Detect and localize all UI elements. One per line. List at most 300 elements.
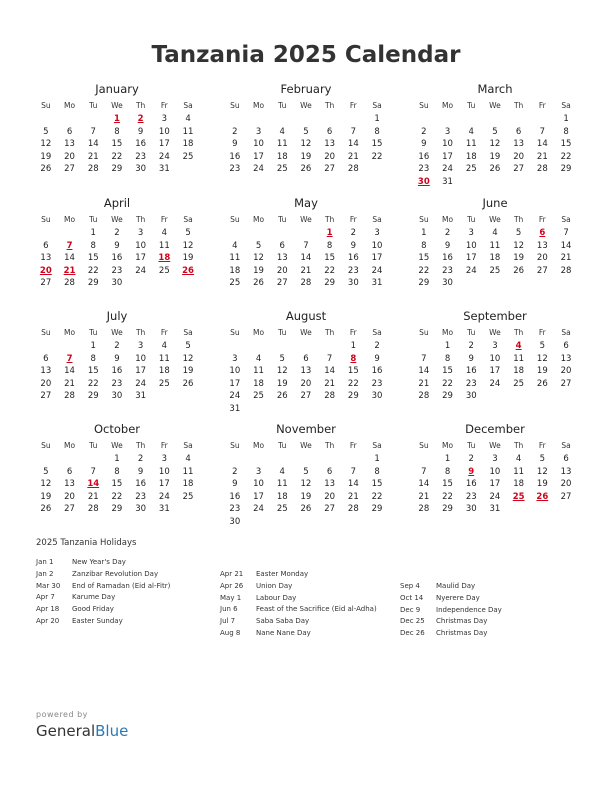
day-cell: 10	[253, 479, 264, 490]
month-name: June	[482, 196, 508, 210]
day-cell: 1	[90, 341, 96, 351]
week-row	[34, 138, 200, 150]
powered-by-text: powered by	[36, 710, 88, 719]
month-name: November	[276, 422, 336, 436]
week-row	[34, 478, 200, 490]
weekday-label: Su	[41, 328, 51, 337]
day-cell: 7	[303, 240, 309, 251]
weekday-label: Fr	[538, 328, 546, 337]
day-cell: 3	[161, 454, 168, 464]
day-cell: 30	[135, 504, 147, 515]
week-row	[412, 353, 578, 365]
holiday-item	[400, 582, 570, 594]
holiday-item	[36, 617, 206, 629]
day-cell: 5	[539, 341, 546, 351]
day-cell: 28	[560, 265, 572, 276]
holiday-name: End of Ramadan (Eid al-Fitr)	[72, 581, 171, 590]
weekday-label: Th	[324, 328, 335, 337]
week-row	[34, 113, 200, 125]
day-cell: 6	[279, 240, 285, 251]
day-cell: 28	[418, 391, 430, 402]
day-cell: 25	[158, 378, 170, 389]
day-cell: 12	[182, 240, 194, 251]
day-cell: 9	[350, 240, 357, 251]
day-cell: 19	[40, 491, 52, 502]
day-cell: 24	[158, 151, 170, 162]
weekday-header-row	[34, 440, 200, 452]
weekday-label: Th	[324, 101, 335, 110]
day-cell: 28	[347, 164, 359, 175]
day-cell: 20	[64, 491, 75, 502]
weekday-header-row	[412, 327, 578, 339]
day-cell: 24	[158, 491, 170, 502]
week-row	[34, 151, 200, 163]
day-cell: 5	[185, 228, 191, 238]
day-cell: 19	[300, 151, 312, 162]
weekday-label: We	[111, 101, 123, 110]
day-cell: 29	[347, 391, 359, 402]
weekday-label: Fr	[160, 441, 168, 450]
day-cell: 26	[40, 504, 52, 515]
day-cell: 11	[513, 353, 525, 364]
weekday-label: Mo	[64, 441, 76, 450]
weekday-label: Sa	[561, 328, 571, 337]
day-cell: 14	[347, 479, 359, 490]
day-cell: 10	[489, 466, 501, 477]
day-cell: 13	[324, 479, 336, 490]
day-cell: 5	[492, 126, 498, 137]
day-cell: 30	[347, 278, 359, 289]
holiday-name: Easter Sunday	[72, 616, 123, 625]
day-cell: 17	[158, 139, 170, 150]
holiday-date: Sep 4	[400, 582, 420, 590]
day-cell: 18	[276, 151, 288, 162]
holiday-item	[36, 593, 206, 605]
weekday-label: Fr	[349, 101, 357, 110]
day-cell: 20	[560, 479, 572, 490]
day-cell: 18	[253, 378, 264, 389]
day-cell: 21	[536, 151, 548, 162]
holiday-date: Mar 30	[36, 581, 61, 590]
day-cell: 8	[563, 126, 569, 137]
day-cell: 28	[300, 278, 312, 289]
weekday-header-row	[34, 327, 200, 339]
weekday-label: Mo	[442, 328, 454, 337]
day-cell: 1	[374, 114, 380, 124]
weekday-label: We	[300, 328, 312, 337]
day-cell: 8	[114, 126, 120, 137]
holiday-name: Maulid Day	[436, 582, 476, 590]
day-cell: 3	[137, 228, 144, 238]
day-cell: 14	[418, 479, 430, 490]
day-cell: 20	[64, 151, 75, 162]
day-cell: 5	[43, 466, 49, 477]
weekday-label: Mo	[442, 215, 454, 224]
holiday-name: Union Day	[256, 581, 293, 590]
day-cell: 18	[182, 139, 194, 150]
holiday-day-cell: 6	[539, 228, 546, 238]
page-title: Tanzania 2025 Calendar	[151, 42, 461, 68]
day-cell: 14	[64, 366, 75, 377]
weekday-label: Fr	[160, 328, 168, 337]
day-cell: 18	[229, 265, 241, 276]
generalblue-logo[interactable]	[36, 722, 128, 740]
day-cell: 6	[326, 126, 333, 137]
holiday-name: Karume Day	[72, 593, 116, 602]
weekday-label: Su	[230, 101, 240, 110]
holiday-day-cell: 2	[137, 114, 144, 124]
day-cell: 24	[489, 378, 501, 389]
day-cell: 1	[444, 341, 451, 351]
week-row	[412, 390, 578, 402]
weekday-header-row	[223, 214, 389, 226]
day-cell: 17	[253, 491, 264, 502]
week-row	[412, 466, 578, 478]
day-cell: 23	[135, 491, 147, 502]
day-cell: 2	[468, 454, 474, 464]
day-cell: 9	[468, 353, 474, 364]
weekday-label: Th	[135, 441, 146, 450]
day-cell: 25	[489, 265, 501, 276]
day-cell: 30	[465, 504, 477, 515]
week-row	[34, 126, 200, 138]
day-cell: 2	[374, 341, 380, 351]
weekday-label: Th	[135, 215, 146, 224]
day-cell: 29	[87, 391, 99, 402]
day-cell: 29	[371, 504, 383, 515]
day-cell: 5	[515, 228, 522, 238]
day-cell: 13	[276, 253, 288, 264]
holiday-date: Oct 14	[400, 593, 424, 602]
day-cell: 5	[185, 341, 191, 351]
day-cell: 21	[418, 378, 430, 389]
week-row	[223, 478, 389, 490]
day-cell: 9	[137, 466, 144, 477]
day-cell: 7	[421, 466, 427, 477]
day-cell: 21	[87, 491, 99, 502]
month-name: March	[477, 82, 513, 96]
weekday-label: We	[489, 328, 501, 337]
weekday-label: Fr	[349, 441, 357, 450]
day-cell: 6	[303, 353, 309, 364]
day-cell: 30	[111, 278, 123, 289]
holidays-title: 2025 Tanzania Holidays	[36, 538, 137, 548]
day-cell: 12	[536, 466, 548, 477]
day-cell: 22	[371, 151, 383, 162]
holiday-name: Easter Monday	[256, 570, 309, 578]
weekday-label: Su	[230, 328, 240, 337]
day-cell: 20	[560, 366, 572, 377]
month-name: October	[93, 422, 141, 436]
week-row	[412, 378, 578, 390]
holiday-item	[400, 629, 570, 641]
day-cell: 11	[182, 126, 194, 137]
day-cell: 10	[158, 126, 170, 137]
day-cell: 14	[300, 253, 312, 264]
week-row	[223, 138, 389, 150]
day-cell: 26	[253, 278, 264, 289]
day-cell: 10	[253, 139, 264, 150]
day-cell: 3	[255, 126, 262, 137]
day-cell: 6	[563, 454, 569, 464]
holiday-day-cell: 1	[326, 228, 333, 238]
holiday-day-cell: 8	[350, 353, 357, 364]
week-row	[412, 365, 578, 377]
day-cell: 12	[513, 240, 525, 251]
holiday-name: Christmas Day	[436, 629, 488, 638]
day-cell: 19	[513, 253, 525, 264]
day-cell: 22	[111, 491, 123, 502]
weekday-label: We	[489, 441, 501, 450]
weekday-label: Mo	[442, 101, 454, 110]
day-cell: 26	[536, 378, 548, 389]
holiday-item	[36, 558, 206, 570]
day-cell: 11	[276, 479, 288, 490]
holiday-day-cell: 18	[158, 253, 171, 264]
day-cell: 11	[465, 139, 477, 150]
day-cell: 4	[232, 240, 238, 251]
holiday-name: Independence Day	[436, 605, 502, 614]
day-cell: 24	[135, 378, 147, 389]
day-cell: 22	[371, 491, 383, 502]
week-row	[412, 478, 578, 490]
weekday-label: Mo	[253, 441, 265, 450]
day-cell: 27	[64, 164, 75, 175]
month-name: September	[463, 309, 527, 323]
week-row	[223, 466, 389, 478]
weekday-label: Th	[513, 101, 524, 110]
day-cell: 28	[64, 391, 75, 402]
weekday-label: Sa	[372, 441, 382, 450]
day-cell: 17	[489, 479, 501, 490]
day-cell: 16	[229, 491, 241, 502]
day-cell: 8	[374, 126, 380, 137]
day-cell: 7	[563, 228, 569, 238]
week-row	[412, 138, 578, 150]
weekday-label: We	[300, 101, 312, 110]
day-cell: 15	[324, 253, 336, 264]
day-cell: 23	[465, 378, 477, 389]
weekday-label: Sa	[183, 441, 193, 450]
day-cell: 16	[229, 151, 241, 162]
day-cell: 14	[418, 366, 430, 377]
weekday-label: Su	[41, 441, 51, 450]
holiday-date: Apr 7	[36, 593, 55, 602]
weekday-label: We	[489, 215, 501, 224]
day-cell: 1	[90, 228, 96, 238]
holiday-day-cell: 26	[182, 265, 194, 276]
weekday-label: We	[111, 441, 123, 450]
weekday-label: Fr	[160, 215, 168, 224]
day-cell: 5	[303, 126, 309, 137]
day-cell: 8	[421, 240, 427, 251]
day-cell: 4	[279, 466, 285, 477]
day-cell: 2	[114, 341, 120, 351]
day-cell: 31	[229, 404, 241, 414]
day-cell: 12	[300, 139, 312, 150]
weekday-header-row	[223, 100, 389, 112]
week-row	[223, 390, 389, 402]
weekday-label: Tu	[89, 215, 98, 224]
day-cell: 8	[90, 353, 96, 364]
day-cell: 2	[421, 126, 427, 137]
week-row	[34, 340, 200, 352]
day-cell: 5	[255, 240, 262, 251]
day-cell: 18	[465, 151, 477, 162]
day-cell: 30	[135, 164, 147, 175]
day-cell: 17	[489, 366, 501, 377]
day-cell: 1	[114, 454, 120, 464]
day-cell: 16	[371, 366, 383, 377]
day-cell: 24	[442, 164, 453, 175]
day-cell: 25	[465, 164, 477, 175]
holiday-day-cell: 9	[468, 466, 475, 477]
day-cell: 17	[135, 366, 147, 377]
weekday-label: Th	[513, 215, 524, 224]
day-cell: 6	[66, 126, 73, 137]
day-cell: 18	[489, 253, 501, 264]
holiday-date: Dec 26	[400, 629, 425, 638]
week-row	[34, 163, 200, 175]
day-cell: 20	[324, 151, 336, 162]
weekday-label: Sa	[561, 441, 571, 450]
day-cell: 12	[276, 366, 288, 377]
day-cell: 3	[161, 114, 168, 124]
week-row	[34, 227, 200, 239]
day-cell: 30	[371, 391, 383, 402]
day-cell: 4	[255, 353, 262, 364]
day-cell: 9	[137, 126, 144, 137]
day-cell: 25	[276, 504, 288, 515]
weekday-header-row	[223, 440, 389, 452]
day-cell: 23	[135, 151, 147, 162]
day-cell: 2	[444, 228, 451, 238]
day-cell: 30	[442, 278, 453, 289]
holiday-name: Labour Day	[256, 593, 297, 602]
week-row	[412, 340, 578, 352]
weekday-label: Tu	[278, 215, 287, 224]
day-cell: 6	[66, 466, 73, 477]
weekday-label: Th	[513, 328, 524, 337]
day-cell: 25	[182, 491, 194, 502]
day-cell: 15	[87, 366, 99, 377]
day-cell: 7	[539, 126, 546, 137]
day-cell: 22	[324, 265, 336, 276]
day-cell: 23	[347, 265, 359, 276]
day-cell: 20	[40, 378, 52, 389]
day-cell: 10	[135, 353, 147, 364]
day-cell: 2	[114, 228, 120, 238]
day-cell: 11	[513, 466, 525, 477]
day-cell: 31	[489, 504, 501, 515]
day-cell: 28	[347, 504, 359, 515]
weekday-label: Su	[419, 101, 429, 110]
holiday-day-cell: 26	[536, 491, 549, 502]
week-row	[412, 151, 578, 163]
day-cell: 13	[560, 353, 572, 364]
week-row	[223, 516, 389, 528]
week-row	[34, 390, 200, 402]
weekday-label: We	[300, 441, 312, 450]
holiday-date: May 1	[220, 593, 242, 602]
day-cell: 11	[276, 139, 288, 150]
day-cell: 27	[560, 378, 572, 389]
week-row	[223, 503, 389, 515]
day-cell: 26	[489, 164, 501, 175]
day-cell: 8	[90, 240, 96, 251]
weekday-label: Su	[419, 328, 429, 337]
day-cell: 24	[489, 491, 501, 502]
day-cell: 16	[111, 366, 123, 377]
week-row	[223, 340, 389, 352]
week-row	[412, 252, 578, 264]
weekday-label: Fr	[538, 215, 546, 224]
week-row	[34, 466, 200, 478]
day-cell: 13	[513, 139, 525, 150]
day-cell: 20	[276, 265, 288, 276]
holiday-name: Christmas Day	[436, 617, 488, 626]
week-row	[412, 163, 578, 175]
day-cell: 27	[40, 391, 52, 402]
day-cell: 18	[158, 366, 170, 377]
holiday-name: Feast of the Sacrifice (Eid al-Adha)	[256, 605, 377, 614]
day-cell: 23	[371, 378, 383, 389]
weekday-header-row	[412, 440, 578, 452]
day-cell: 12	[536, 353, 548, 364]
day-cell: 20	[536, 253, 548, 264]
day-cell: 8	[326, 240, 333, 251]
day-cell: 17	[253, 151, 264, 162]
day-cell: 23	[229, 164, 241, 175]
weekday-label: Mo	[442, 441, 454, 450]
day-cell: 31	[158, 164, 170, 175]
day-cell: 9	[444, 240, 451, 251]
day-cell: 27	[560, 491, 572, 502]
day-cell: 19	[489, 151, 501, 162]
holiday-item	[400, 617, 570, 629]
holiday-date: Jun 6	[220, 605, 238, 614]
day-cell: 19	[182, 253, 194, 264]
day-cell: 18	[276, 491, 288, 502]
day-cell: 10	[158, 466, 170, 477]
day-cell: 1	[350, 341, 357, 351]
day-cell: 27	[276, 278, 288, 289]
week-row	[223, 365, 389, 377]
day-cell: 9	[374, 353, 380, 364]
day-cell: 13	[40, 366, 52, 377]
day-cell: 19	[536, 479, 548, 490]
day-cell: 19	[300, 491, 312, 502]
day-cell: 22	[418, 265, 430, 276]
day-cell: 7	[350, 466, 357, 477]
day-cell: 28	[324, 391, 336, 402]
holiday-name: New Year's Day	[72, 558, 126, 566]
day-cell: 24	[465, 265, 477, 276]
weekday-label: Sa	[561, 215, 571, 224]
holiday-day-cell: 7	[66, 353, 73, 364]
holiday-item	[400, 606, 570, 618]
week-row	[412, 503, 578, 515]
day-cell: 29	[560, 164, 572, 175]
holiday-item	[36, 582, 206, 594]
day-cell: 29	[324, 278, 336, 289]
day-cell: 12	[489, 139, 501, 150]
day-cell: 4	[279, 126, 285, 137]
day-cell: 26	[300, 504, 312, 515]
holiday-date: Dec 9	[400, 605, 421, 614]
day-cell: 19	[40, 151, 52, 162]
day-cell: 26	[182, 378, 194, 389]
